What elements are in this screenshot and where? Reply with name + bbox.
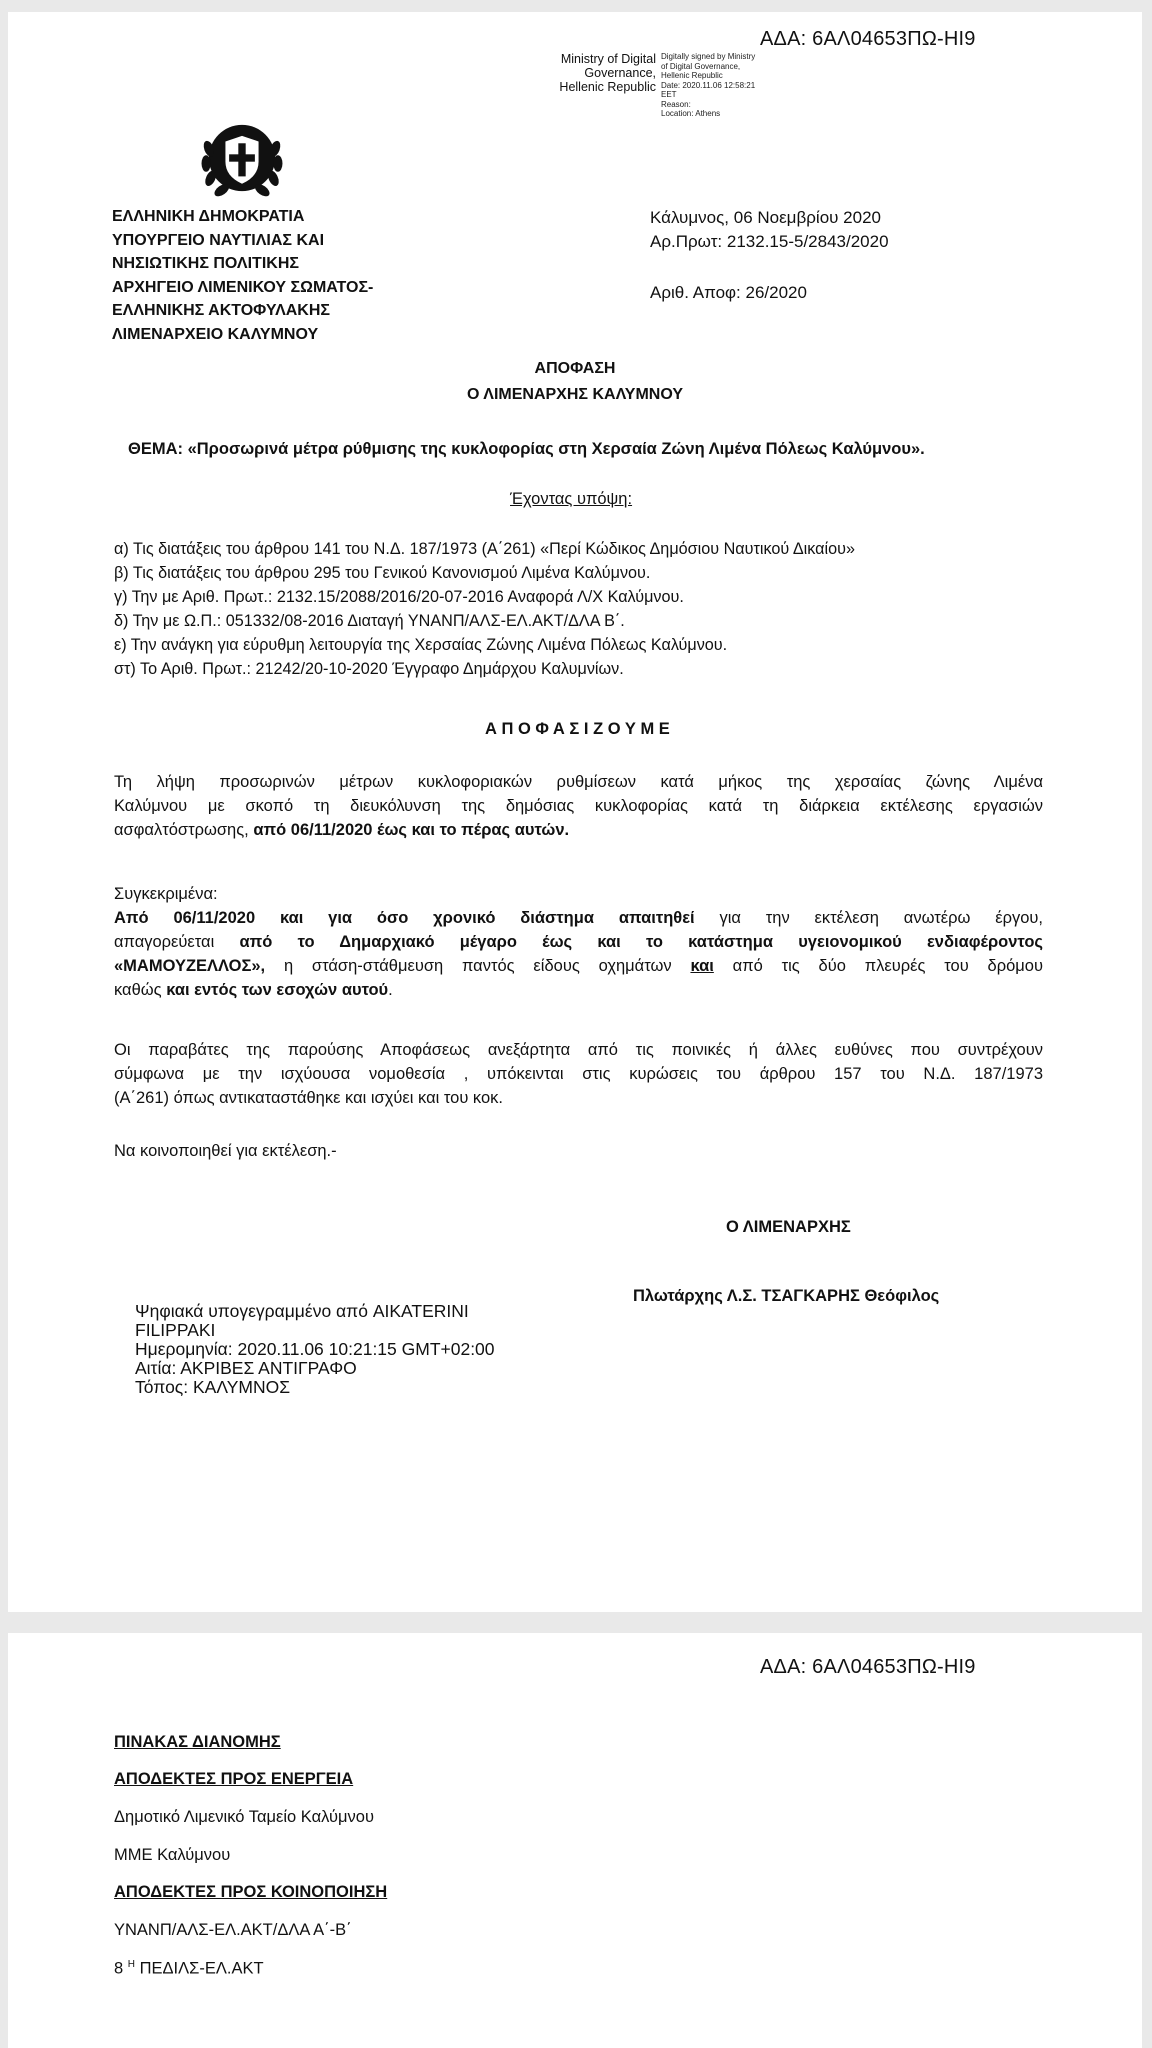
consideration-item: δ) Την με Ω.Π.: 051332/08-2016 Διαταγή ΥΝΑΝΠ/ΑΛΣ-ΕΛ.ΑΚΤ/ΔΛΑ Β΄. xyxy=(114,612,625,630)
text-run: και εντός των εσοχών αυτού xyxy=(166,981,389,999)
stamp-detail-line: Reason: xyxy=(661,99,691,109)
action-recipient: Δημοτικό Λιμενικό Ταμείο Καλύμνου xyxy=(114,1808,374,1826)
signature-line: Ψηφιακά υπογεγραμμένο από AIKATERINI xyxy=(135,1301,469,1321)
date-range-bold: από 06/11/2020 έως και το πέρας αυτών. xyxy=(253,821,570,839)
signature-line: Ημερομηνία: 2020.11.06 10:21:15 GMT+02:00 xyxy=(135,1339,495,1359)
decision-paragraph-3 xyxy=(114,1038,1043,1110)
stamp-detail-line: EET xyxy=(661,90,677,99)
considerations-list xyxy=(114,537,855,681)
paragraph-line: Καλύμνου με σκοπό τη διευκόλυνση της δημόσιας κυκλοφορίας κατά τη διάρκεια εκτέλεσης εργασιών xyxy=(114,797,1043,815)
stamp-issuer-line: Governance, xyxy=(584,66,656,80)
paragraph-line xyxy=(114,906,1043,930)
authority-line: ΛΙΜΕΝΑΡΧΕΙΟ ΚΑΛΥΜΝΟΥ xyxy=(112,325,319,343)
consideration-item: γ) Την με Αριθ. Πρωτ.: 2132.15/2088/2016/20-07-2016 Αναφορά Λ/Χ Καλύμνου. xyxy=(114,588,684,606)
notify-recipient xyxy=(114,1959,264,1979)
ada-code: ΑΔΑ: 6ΑΛ04653ΠΩ-ΗΙ9 xyxy=(760,28,976,50)
paragraph-line: σύμφωνα με την ισχύουσα νομοθεσία , υπόκεινται στις κυρώσεις του άρθρου 157 του Ν.Δ. 187/1973 xyxy=(114,1065,1043,1083)
notify-recipients-heading: ΑΠΟΔΕΚΤΕΣ ΠΡΟΣ ΚΟΙΝΟΠΟΙΗΣΗ xyxy=(114,1883,388,1901)
decision-paragraph-2 xyxy=(114,882,1043,1002)
paragraph-line: Οι παραβάτες της παρούσης Αποφάσεως ανεξάρτητα από τις ποινικές ή άλλες ευθύνες που συντρέχουν xyxy=(114,1041,1043,1059)
issuing-authority xyxy=(112,205,373,347)
action-recipients-heading: ΑΠΟΔΕΚΤΕΣ ΠΡΟΣ ΕΝΕΡΓΕΙΑ xyxy=(114,1770,354,1788)
signatory-title: Ο ΛΙΜΕΝΑΡΧΗΣ xyxy=(726,1218,851,1236)
stamp-issuer xyxy=(541,52,656,94)
ada-code: ΑΔΑ: 6ΑΛ04653ΠΩ-ΗΙ9 xyxy=(760,1656,976,1678)
text-run: . xyxy=(388,981,393,999)
signature-line: FILIPPAKI xyxy=(135,1320,216,1340)
paragraph-intro: Συγκεκριμένα: xyxy=(114,885,218,903)
text-run: και xyxy=(690,957,714,975)
protocol-number: Αρ.Πρωτ: 2132.15-5/2843/2020 xyxy=(650,232,889,251)
stamp-detail-line: Location: Athens xyxy=(661,109,721,118)
issuer-title: Ο ΛΙΜΕΝΑΡΧΗΣ ΚΑΛΥΜΝΟΥ xyxy=(466,386,684,403)
superscript: Η xyxy=(127,1959,136,1970)
authority-line: ΑΡΧΗΓΕΙΟ ΛΙΜΕΝΙΚΟΥ ΣΩΜΑΤΟΣ- xyxy=(112,278,374,296)
stamp-detail-line: Hellenic Republic xyxy=(661,71,723,80)
notify-recipient: ΥΝΑΝΠ/ΑΛΣ-ΕΛ.ΑΚΤ/ΔΛΑ Α΄-Β΄ xyxy=(114,1921,352,1939)
decision-title: ΑΠΟΦΑΣΗ xyxy=(534,360,616,377)
text-run: 8 xyxy=(114,1959,124,1978)
document-page-1 xyxy=(8,12,1142,1612)
text-run: απαγορεύεται xyxy=(114,933,240,951)
distribution-heading: ΠΙΝΑΚΑΣ ΔΙΑΝΟΜΗΣ xyxy=(114,1733,281,1751)
consideration-item: ε) Την ανάγκη για εύρυθμη λειτουργία της Χερσαίας Ζώνης Λιμένα Πόλεως Καλύμνου. xyxy=(114,636,728,654)
text-run: «ΜΑΜΟΥΖΕΛΛΟΣ», xyxy=(114,957,266,975)
considering-heading: Έχοντας υπόψη: xyxy=(510,490,633,508)
place-date: Κάλυμνος, 06 Νοεμβρίου 2020 xyxy=(650,208,881,227)
text-run: η στάση-στάθμευση παντός είδους οχημάτων xyxy=(265,957,691,975)
authority-line: ΥΠΟΥΡΓΕΙΟ ΝΑΥΤΙΛΙΑΣ ΚΑΙ xyxy=(112,231,325,249)
decision-number: Αριθ. Αποφ: 26/2020 xyxy=(650,283,807,302)
greek-coat-of-arms-icon xyxy=(196,112,288,204)
consideration-item: α) Τις διατάξεις του άρθρου 141 του Ν.Δ. 187/1973 (Α΄261) «Περί Κώδικος Δημόσιου Ναυτικού Δικαίου» xyxy=(114,540,855,558)
text-run: από το Δημαρχιακό μέγαρο έως και το κατάστημα υγειονομικού ενδιαφέροντος xyxy=(239,933,1043,951)
stamp-detail-line: Date: 2020.11.06 12:58:21 xyxy=(661,80,756,90)
consideration-item: β) Τις διατάξεις του άρθρου 295 του Γενικού Κανονισμού Λιμένα Καλύμνου. xyxy=(114,564,651,582)
authority-line: ΕΛΛΗΝΙΚΗΣ ΑΚΤΟΦΥΛΑΚΗΣ xyxy=(112,302,331,320)
paragraph-line xyxy=(114,818,1043,842)
text-run: ΠΕΔΙΛΣ-ΕΛ.ΑΚΤ xyxy=(135,1959,264,1978)
text-run: για την εκτέλεση ανωτέρω έργου, xyxy=(694,909,1043,927)
paragraph-line xyxy=(114,930,1043,954)
text-run: ασφαλτόστρωσης, xyxy=(114,821,254,839)
authority-line: ΕΛΛΗΝΙΚΗ ΔΗΜΟΚΡΑΤΙΑ xyxy=(112,208,305,225)
digital-signature-info xyxy=(135,1302,495,1397)
subject-line: ΘΕΜΑ: «Προσωρινά μέτρα ρύθμισης της κυκλοφορίας στη Χερσαία Ζώνη Λιμένα Πόλεως Καλύμνου». xyxy=(128,440,925,458)
text-run: Από 06/11/2020 και για όσο χρονικό διάστημα απαιτηθεί xyxy=(114,909,695,927)
paragraph-line xyxy=(114,954,1043,978)
authority-line: ΝΗΣΙΩΤΙΚΗΣ ΠΟΛΙΤΙΚΗΣ xyxy=(112,255,299,273)
paragraph-line xyxy=(114,978,1043,1002)
stamp-issuer-line: Hellenic Republic xyxy=(559,80,656,94)
stamp-detail-line: Digitally signed by Ministry xyxy=(661,52,756,61)
decision-paragraph-1 xyxy=(114,770,1043,842)
consideration-item: στ) Το Αριθ. Πρωτ.: 21242/20-10-2020 Έγγραφο Δημάρχου Καλυμνίων. xyxy=(114,660,624,678)
stamp-details xyxy=(661,52,801,119)
we-decide-heading: Α Π Ο Φ Α Σ Ι Ζ Ο Υ Μ Ε xyxy=(485,720,670,738)
paragraph-line: (Α΄261) όπως αντικαταστάθηκε και ισχύει και του κοκ. xyxy=(114,1089,503,1107)
text-run: καθώς xyxy=(114,981,167,999)
action-recipient: ΜΜΕ Καλύμνου xyxy=(114,1846,231,1864)
stamp-detail-line: of Digital Governance, xyxy=(661,61,741,71)
decision-paragraph-4: Να κοινοποιηθεί για εκτέλεση.- xyxy=(114,1142,337,1160)
document-page-2 xyxy=(8,1633,1142,2048)
text-run: από τις δύο πλευρές του δρόμου xyxy=(713,957,1043,975)
signature-line: Αιτία: ΑΚΡΙΒΕΣ ΑΝΤΙΓΡΑΦΟ xyxy=(135,1358,357,1378)
signature-line: Τόπος: ΚΑΛΥΜΝΟΣ xyxy=(135,1377,291,1397)
signatory-name: Πλωτάρχης Λ.Σ. ΤΣΑΓΚΑΡΗΣ Θεόφιλος xyxy=(633,1287,940,1305)
paragraph-line: Τη λήψη προσωρινών μέτρων κυκλοφοριακών ρυθμίσεων κατά μήκος της χερσαίας ζώνης Λιμένα xyxy=(114,773,1043,791)
stamp-issuer-line: Ministry of Digital xyxy=(560,52,656,66)
